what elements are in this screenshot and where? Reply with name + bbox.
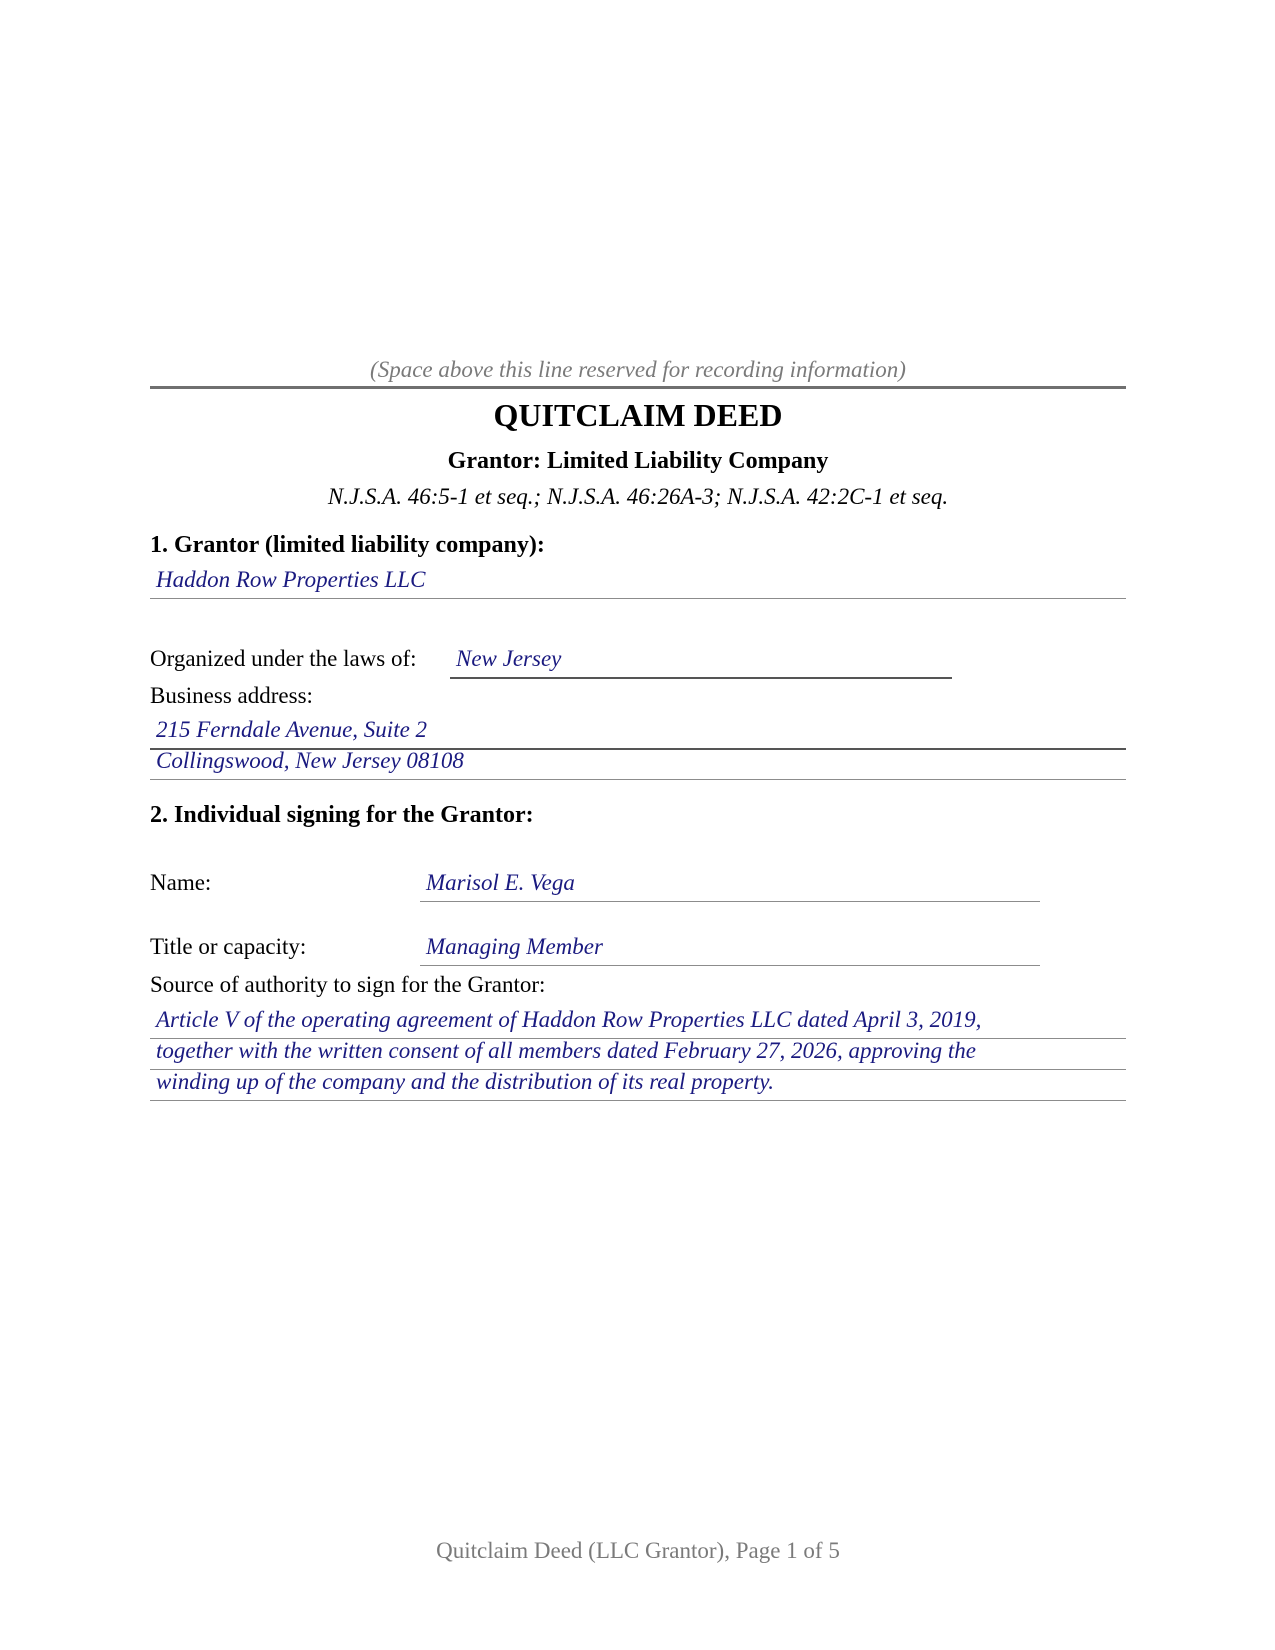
authority-line-1-field[interactable]: Article V of the operating agreement of Haddon Row Properties LLC dated April 3, 2019, xyxy=(156,1007,982,1032)
business-address-label: Business address: xyxy=(150,683,313,708)
section-2-heading: 2. Individual signing for the Grantor: xyxy=(150,802,534,828)
address-line-2-field[interactable]: Collingswood, New Jersey 08108 xyxy=(156,748,464,773)
grantor-name-field[interactable]: Haddon Row Properties LLC xyxy=(156,567,426,592)
signer-title-field[interactable]: Managing Member xyxy=(426,934,603,959)
recording-reserved-note: (Space above this line reserved for recording information) xyxy=(370,357,906,382)
organized-under-field[interactable]: New Jersey xyxy=(456,646,562,671)
statute-citation: N.J.S.A. 46:5-1 et seq.; N.J.S.A. 46:26A-3; N.J.S.A. 42:2C-1 et seq. xyxy=(327,484,949,509)
signer-title-label: Title or capacity: xyxy=(150,934,307,959)
authority-line-2-field[interactable]: together with the written consent of all members dated February 27, 2026, approving the xyxy=(156,1038,977,1063)
signer-name-label: Name: xyxy=(150,870,212,895)
organized-under-underline xyxy=(450,677,952,679)
signer-title-underline xyxy=(420,965,1040,966)
organized-under-label: Organized under the laws of: xyxy=(150,646,417,671)
authority-label: Source of authority to sign for the Grantor: xyxy=(150,972,546,997)
section-1-heading: 1. Grantor (limited liability company): xyxy=(150,532,545,558)
address-line-1-field[interactable]: 215 Ferndale Avenue, Suite 2 xyxy=(156,717,428,742)
grantor-name-underline xyxy=(150,598,1126,599)
document-title: QUITCLAIM DEED xyxy=(493,397,783,433)
authority-line-3-field[interactable]: winding up of the company and the distribution of its real property. xyxy=(156,1069,774,1094)
document-subtitle: Grantor: Limited Liability Company xyxy=(447,448,829,474)
recording-divider xyxy=(150,386,1126,389)
signer-name-field[interactable]: Marisol E. Vega xyxy=(426,870,575,895)
address-line-2-underline xyxy=(150,779,1126,780)
authority-line-3-underline xyxy=(150,1100,1126,1101)
signer-name-underline xyxy=(420,901,1040,902)
page-footer: Quitclaim Deed (LLC Grantor), Page 1 of 5 xyxy=(436,1538,840,1563)
